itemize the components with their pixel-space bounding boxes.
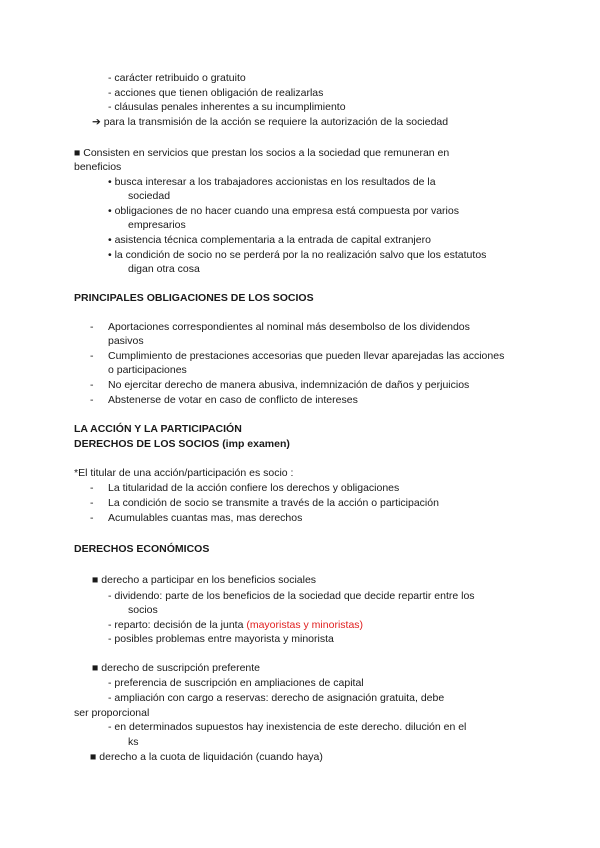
section-heading: DERECHOS DE LOS SOCIOS (imp examen) — [74, 438, 290, 450]
text-line: ser proporcional — [74, 707, 150, 719]
list-item: Abstenerse de votar en caso de conflicto de intereses — [108, 394, 358, 406]
list-dash: - — [90, 379, 94, 391]
text-line: ■ derecho de suscripción preferente — [92, 662, 261, 674]
text-line: - en determinados supuestos hay inexistencia de este derecho. dilución en el — [108, 721, 467, 733]
text-line: empresarios — [128, 219, 186, 231]
text-line: - dividendo: parte de los beneficios de la sociedad que decide repartir entre los — [108, 590, 475, 602]
section-heading: DERECHOS ECONÓMICOS — [74, 543, 210, 555]
text-line: - posibles problemas entre mayorista y minorista — [108, 633, 334, 645]
text-line: ■ derecho a la cuota de liquidación (cuando haya) — [90, 751, 323, 763]
text-line: ■ derecho a participar en los beneficios sociales — [92, 574, 317, 586]
text-line: ks — [128, 736, 139, 748]
list-dash: - — [90, 482, 94, 494]
text-line: • asistencia técnica complementaria a la entrada de capital extranjero — [108, 234, 431, 246]
section-heading: PRINCIPALES OBLIGACIONES DE LOS SOCIOS — [74, 292, 314, 304]
text-line — [108, 619, 363, 632]
list-dash: - — [90, 497, 94, 509]
text-line: - acciones que tienen obligación de realizarlas — [108, 87, 324, 99]
text-line: ➔ para la transmisión de la acción se requiere la autorización de la sociedad — [92, 116, 449, 128]
list-item-cont: pasivos — [108, 335, 144, 347]
list-dash: - — [90, 512, 94, 524]
text-line: • busca interesar a los trabajadores accionistas en los resultados de la — [108, 176, 436, 188]
reparto-text: - reparto: decisión de la junta — [108, 619, 247, 631]
text-line: socios — [128, 604, 158, 616]
text-line: - cláusulas penales inherentes a su incumplimiento — [108, 101, 346, 113]
text-line: - preferencia de suscripción en ampliaciones de capital — [108, 677, 364, 689]
text-line: - carácter retribuido o gratuito — [108, 72, 246, 84]
list-dash: - — [90, 321, 94, 333]
section-heading: LA ACCIÓN Y LA PARTICIPACIÓN — [74, 423, 242, 435]
text-line: sociedad — [128, 190, 171, 202]
text-line: • la condición de socio no se perderá por la no realización salvo que los estatutos — [108, 249, 487, 261]
list-item: No ejercitar derecho de manera abusiva, indemnización de daños y perjuicios — [108, 379, 470, 391]
highlight-text: (mayoristas y minoristas) — [246, 619, 364, 631]
text-line: digan otra cosa — [128, 263, 200, 275]
list-dash: - — [90, 350, 94, 362]
text-line: ■ Consisten en servicios que prestan los socios a la sociedad que remuneran en — [74, 147, 450, 159]
text-line: • obligaciones de no hacer cuando una empresa está compuesta por varios — [108, 205, 459, 217]
text-line: *El titular de una acción/participación es socio : — [74, 467, 294, 479]
list-item: La titularidad de la acción confiere los derechos y obligaciones — [108, 482, 400, 494]
list-item: Cumplimiento de prestaciones accesorias que pueden llevar aparejadas las acciones — [108, 350, 505, 362]
list-item: Acumulables cuantas mas, mas derechos — [108, 512, 303, 524]
list-dash: - — [90, 394, 94, 406]
text-line: beneficios — [74, 161, 122, 173]
list-item: Aportaciones correspondientes al nominal más desembolso de los dividendos — [108, 321, 470, 333]
list-item-cont: o participaciones — [108, 364, 187, 376]
text-line: - ampliación con cargo a reservas: derecho de asignación gratuita, debe — [108, 692, 445, 704]
list-item: La condición de socio se transmite a través de la acción o participación — [108, 497, 439, 509]
